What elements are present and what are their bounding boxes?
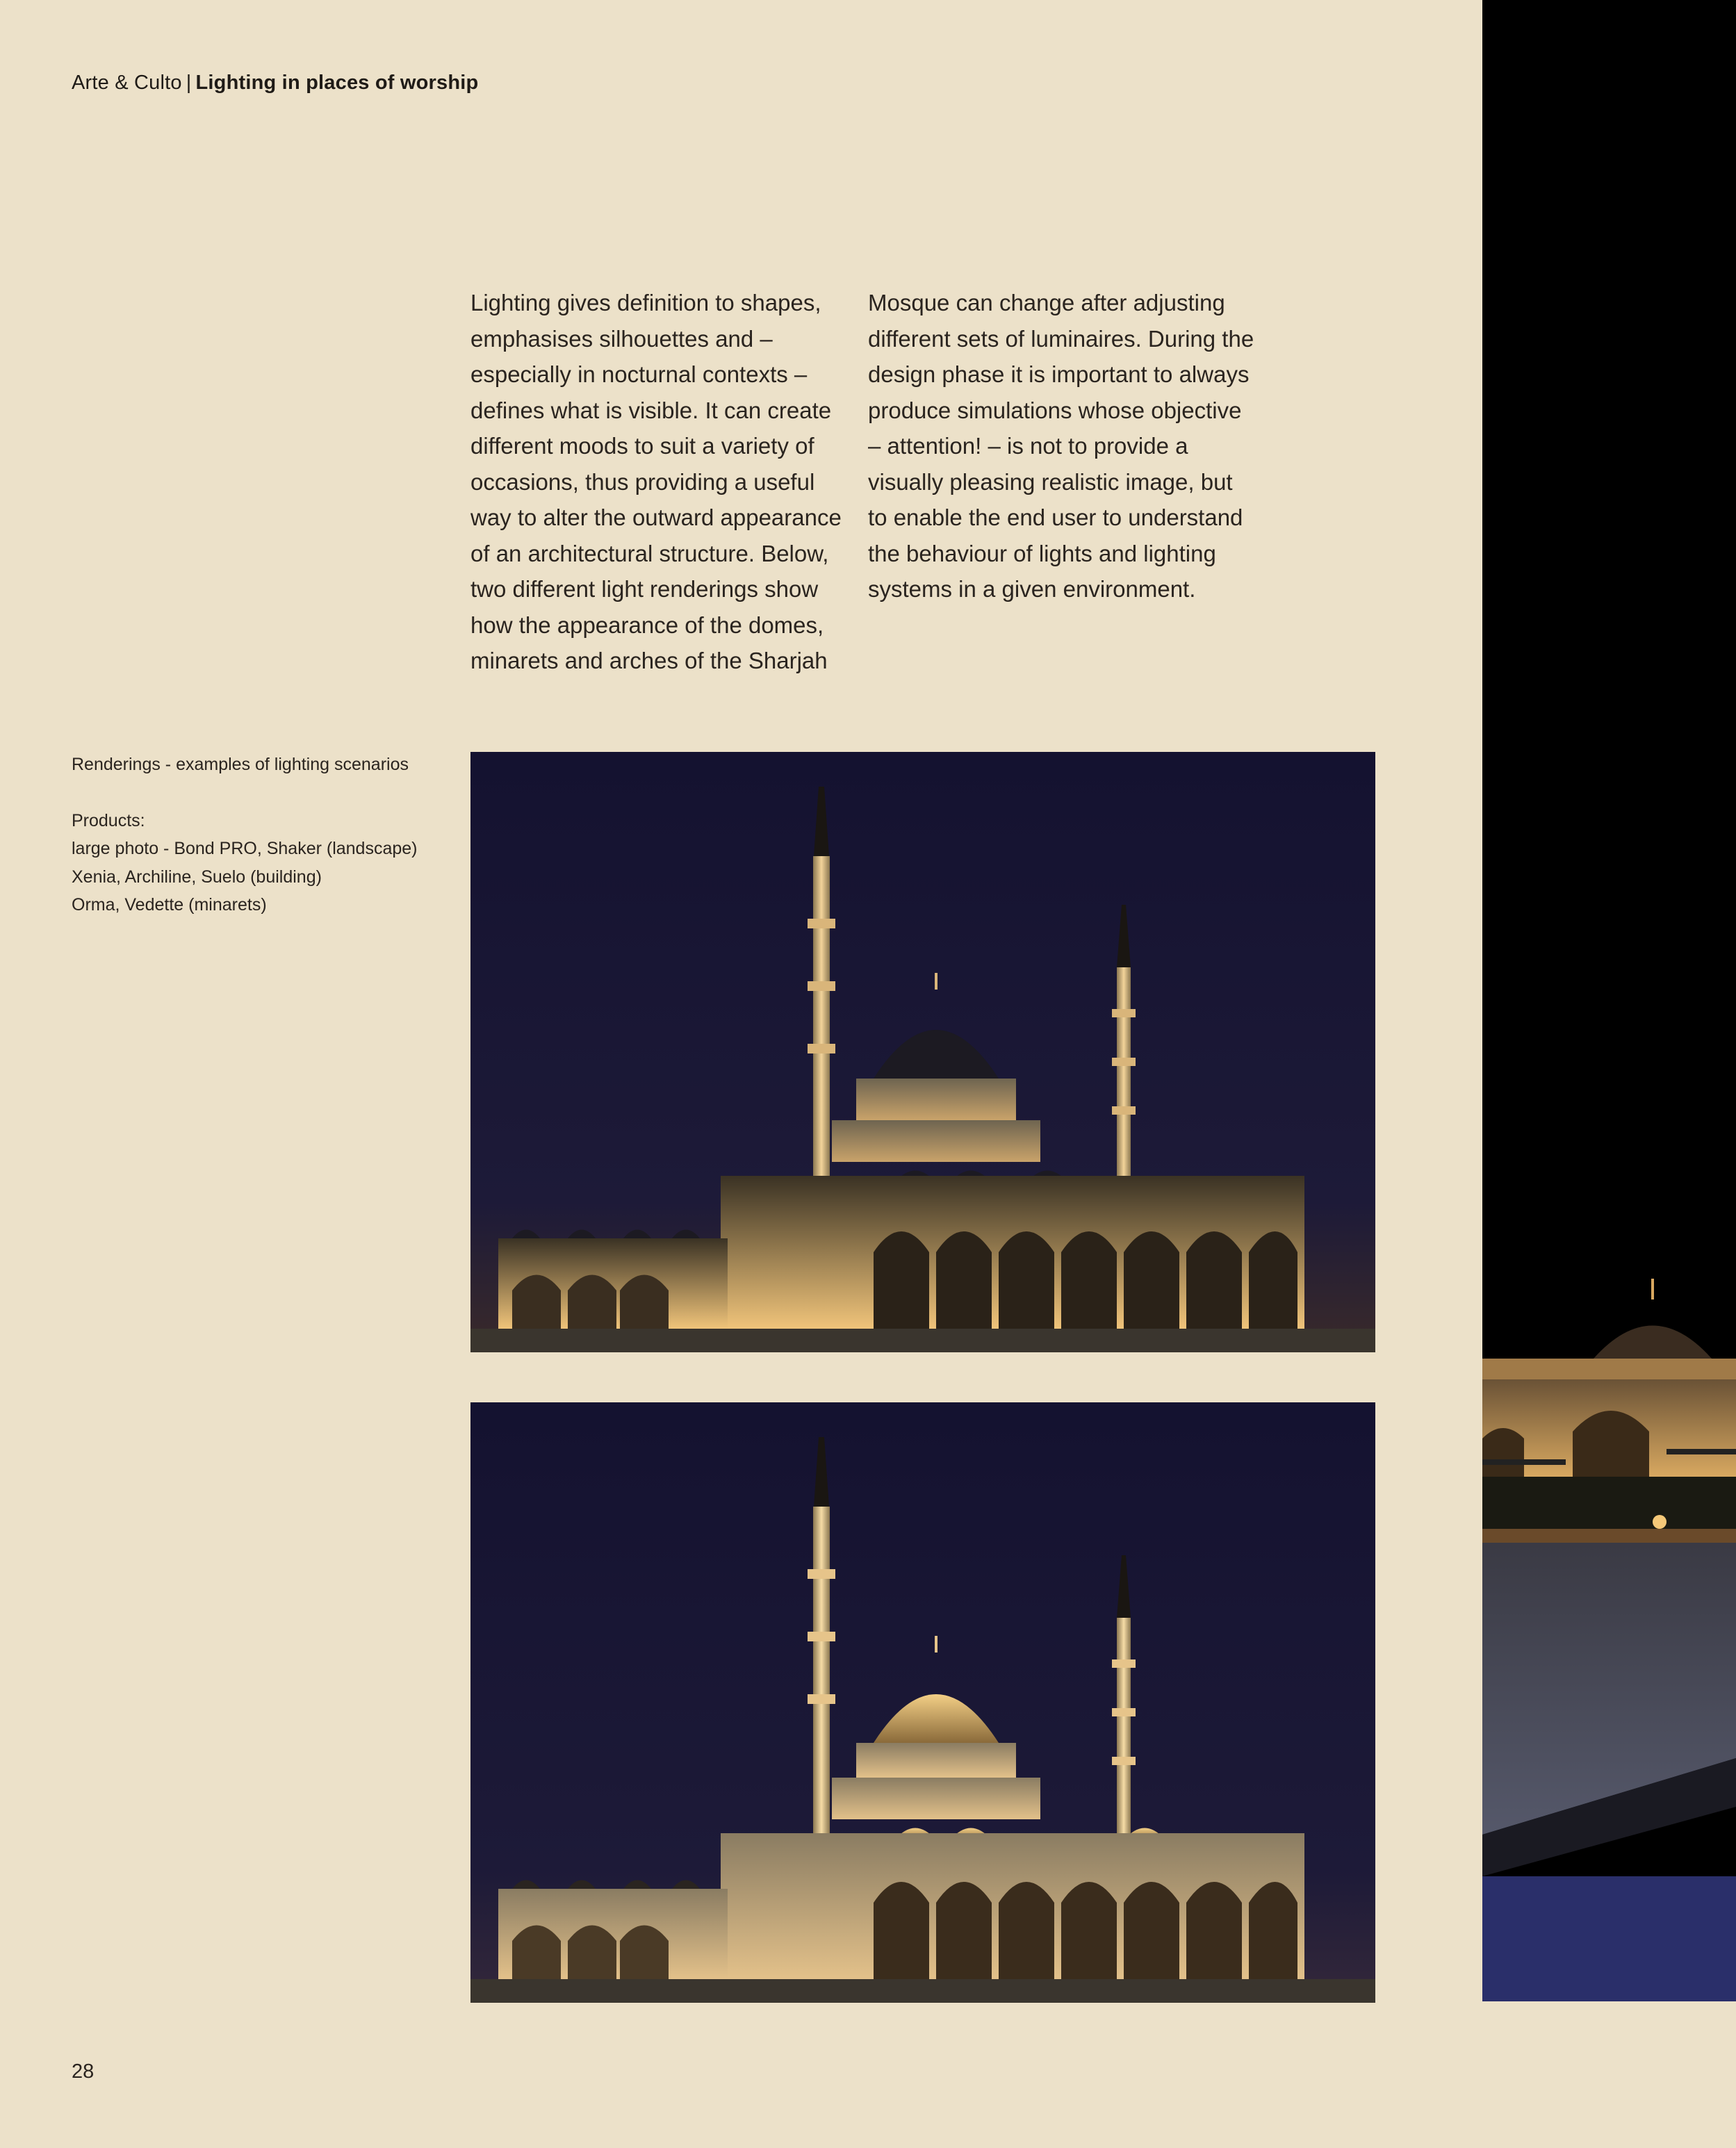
mosque-rendering-2-image [470,1402,1375,2003]
mosque-rendering-1 [470,752,1375,1352]
running-header [72,72,478,95]
mosque-night-photo-edge [1482,0,1736,2001]
page-number: 28 [72,2060,95,2083]
caption-product-line: Orma, Vedette (minarets) [72,895,267,915]
mosque-night-photo-image [1482,0,1736,2001]
figure-caption [72,751,418,919]
header-separator: | [186,72,192,94]
body-text-column-2: Mosque can change after adjusting different sets of luminaires. During the design phase it is important to always produce simulations whose objective – attention! – is not to provide a visually pleasing realistic image, but to enable the end user to understand the behaviour of lights and lighting systems in a given environment. [868,290,1254,602]
body-text-column-1: Lighting gives definition to shapes, emphasises silhouettes and – especially in nocturnal contexts – defines what is visible. It can create different moods to suit a variety of occasions, thus providing a useful way to alter the outward appearance of an architectural structure. Below, two different light renderings show how the appearance of the domes, minarets and arches of the Sharjah [470,290,842,673]
caption-products-label: Products: [72,810,145,830]
caption-title: Renderings - examples of lighting scenarios [72,755,409,774]
mosque-rendering-1-image [470,752,1375,1352]
header-title: Lighting in places of worship [195,72,479,94]
caption-product-line: large photo - Bond PRO, Shaker (landscape) [72,839,418,858]
mosque-rendering-2 [470,1402,1375,2003]
caption-product-line: Xenia, Archiline, Suelo (building) [72,867,322,887]
header-series: Arte & Culto [72,72,182,94]
